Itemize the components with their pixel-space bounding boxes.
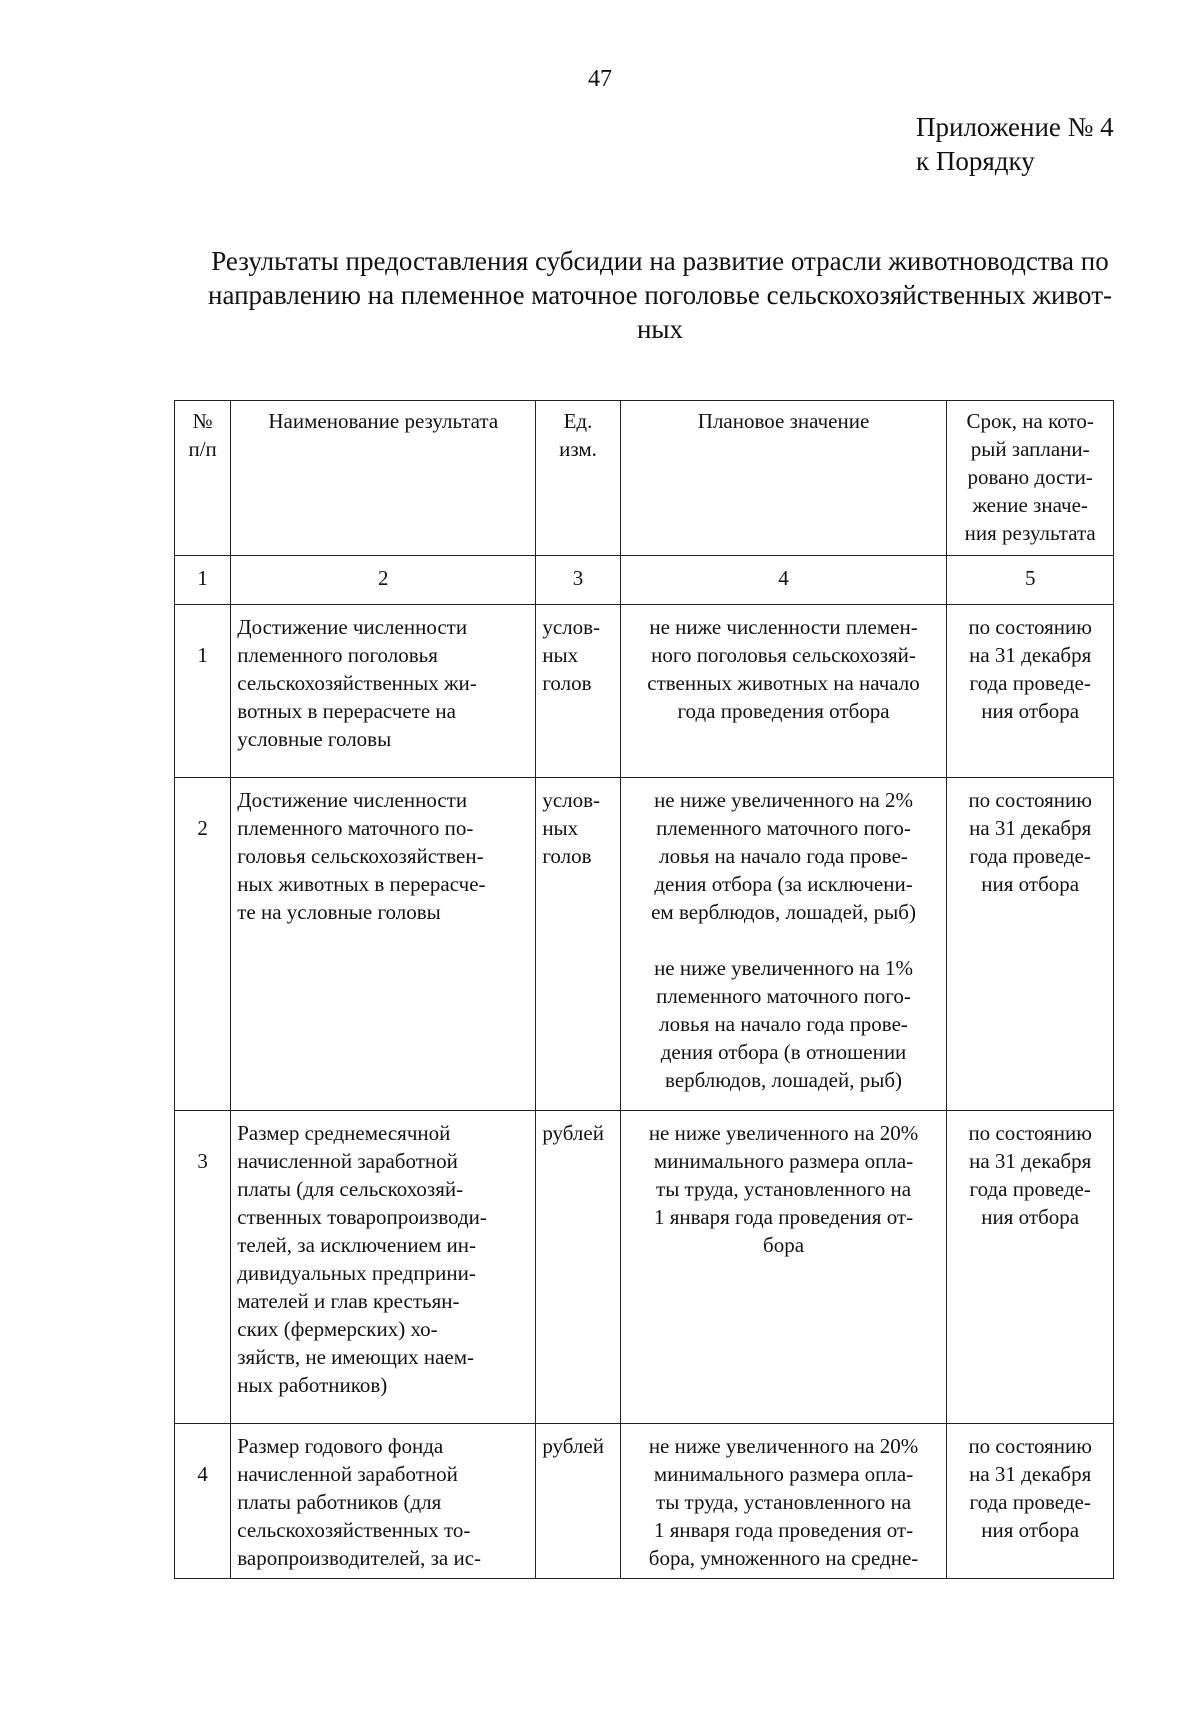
- plan-value-cell: [620, 605, 947, 778]
- unit-cell: услов- ных голов: [536, 778, 620, 1111]
- row-number: 1: [197, 643, 208, 667]
- table-header-row: [175, 401, 1114, 556]
- column-index-cell: 4: [620, 556, 947, 605]
- header-name: Наименование результата: [231, 401, 536, 556]
- result-name-cell: Достижение численности племенного поголовья сельскохозяйственных жи- вотных в перерасчете на условные головы: [231, 605, 536, 778]
- table-row: [175, 1424, 1114, 1579]
- term-cell: по состоянию на 31 декабря года проведе- ния отбора: [947, 1111, 1114, 1424]
- appendix-line-2: к Порядку: [916, 146, 1035, 176]
- unit-cell: рублей: [536, 1424, 620, 1579]
- row-number-cell: [175, 605, 231, 778]
- header-unit: Ед. изм.: [536, 401, 620, 556]
- document-title: [180, 244, 1140, 346]
- row-number-cell: [175, 1111, 231, 1424]
- plan-value-cell: [620, 1111, 947, 1424]
- unit-cell: услов- ных голов: [536, 605, 620, 778]
- term-cell: по состоянию на 31 декабря года проведе- ния отбора: [947, 605, 1114, 778]
- page-number: 47: [588, 66, 612, 92]
- result-name-cell: Размер годового фонда начисленной заработной платы работников (для сельскохозяйственных то- варопроизводителей, за ис-: [231, 1424, 536, 1579]
- title-line-3: ных: [636, 314, 684, 344]
- header-term: Срок, на кото- рый заплани- ровано дости- жение значе- ния результата: [947, 401, 1114, 556]
- plan-value-cell: [620, 1424, 947, 1579]
- appendix-line-1: Приложение № 4: [916, 112, 1114, 142]
- row-number: 3: [197, 1149, 208, 1173]
- column-index-cell: 3: [536, 556, 620, 605]
- appendix-label: [916, 110, 1114, 178]
- row-number-cell: [175, 1424, 231, 1579]
- row-number: 2: [197, 816, 208, 840]
- plan-value-text: не ниже увеличенного на 2% племенного маточного пого- ловья на начало года прове- дения отбора (за исключени- ем верблюдов, лошадей, рыб): [651, 788, 916, 924]
- table-row: [175, 778, 1114, 1111]
- plan-value-text: не ниже увеличенного на 20% минимального размера опла- ты труда, установленного на 1 января года проведения от- бора: [648, 1121, 919, 1257]
- unit-cell: рублей: [536, 1111, 620, 1424]
- plan-value-text: не ниже увеличенного на 1% племенного маточного пого- ловья на начало года прове- дения отбора (в отношении верблюдов, лошадей, рыб): [654, 956, 913, 1092]
- plan-value-text: не ниже численности племен- ного поголовья сельскохозяй- ственных животных на начало года проведения отбора: [647, 615, 920, 723]
- header-plan: Плановое значение: [620, 401, 947, 556]
- result-name-cell: Размер среднемесячной начисленной заработной платы (для сельскохозяй- ственных товаропроизводи- телей, за исключением ин- дивидуальных предприни- мателей и глав крестьян- ских (фермерских) хо- зяйств, не имеющих наем- ных работников): [231, 1111, 536, 1424]
- plan-value-text: не ниже увеличенного на 20% минимального размера опла- ты труда, установленного на 1 января года проведения от- бора, умноженного на средне-: [648, 1434, 919, 1570]
- term-cell: по состоянию на 31 декабря года проведе- ния отбора: [947, 778, 1114, 1111]
- plan-value-cell: [620, 778, 947, 1111]
- table-row: [175, 1111, 1114, 1424]
- header-num: № п/п: [175, 401, 231, 556]
- table-row: [175, 605, 1114, 778]
- results-table: [174, 400, 1114, 1579]
- column-index-row: [175, 556, 1114, 605]
- column-index-cell: 5: [947, 556, 1114, 605]
- term-cell: по состоянию на 31 декабря года проведе- ния отбора: [947, 1424, 1114, 1579]
- column-index-cell: 2: [231, 556, 536, 605]
- result-name-cell: Достижение численности племенного маточного по- головья сельскохозяйствен- ных животных в перерасче- те на условные головы: [231, 778, 536, 1111]
- row-number: 4: [197, 1462, 208, 1486]
- row-number-cell: [175, 778, 231, 1111]
- column-index-cell: 1: [175, 556, 231, 605]
- title-line-1: Результаты предоставления субсидии на развитие отрасли животноводства по: [211, 246, 1109, 276]
- title-line-2: направлению на племенное маточное поголовье сельскохозяйственных живот-: [208, 280, 1112, 310]
